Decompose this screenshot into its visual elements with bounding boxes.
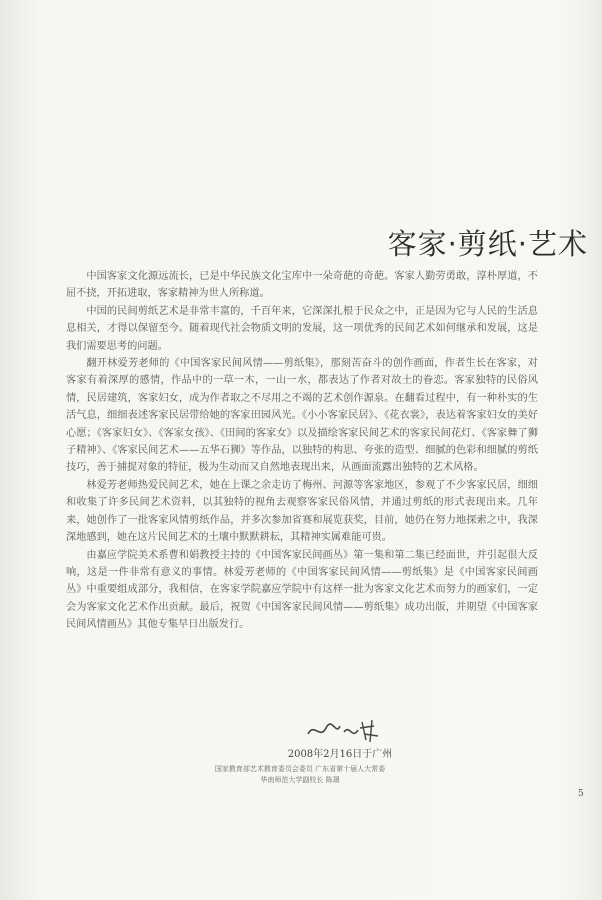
paragraph: 林爱芳老师热爱民间艺术，她在上课之余走访了梅州、河源等客家地区，参观了不少客家民居，细细和收集了许多民间艺术资料，以其独特的视角去观察客家民俗风情，并通过剪纸的形式表现出来。几年来，她创作了一批客家风情剪纸作品，并多次参加省赛和展览获奖，目前，她仍在努力地探索之中，我深深地感到，她在这片民间艺术的土壤中默默耕耘，其精神实属难能可贵。	[66, 479, 538, 544]
page-number: 5	[578, 789, 584, 799]
body-text	[66, 268, 538, 634]
handwritten-signature	[300, 714, 390, 746]
date-line: 2008年2月16日于广州	[287, 749, 393, 760]
credit-line: 国家教育部艺术教育委员会委员 广东省第十届人大常委	[214, 765, 386, 773]
paragraph: 中国的民间剪纸艺术是非常丰富的，千百年来，它深深扎根于民众之中，正是因为它与人民的生活息息相关，才得以保留至今。随着现代社会物质文明的发展，这一项优秀的民间艺术如何继承和发展，这是我们需要思考的问题。	[66, 305, 538, 352]
signature-icon	[300, 714, 390, 746]
paragraph: 翻开林爱芳老师的《中国客家民间风情——剪纸集》，那刻苦奋斗的创作画面，作者生长在客家，对客家有着深厚的感情，作品中的一草一木，一山一水，都表达了作者对故土的眷恋。客家独特的民俗风情，民居建筑，客家妇女，成为作者取之不尽用之不竭的艺术创作源泉。在翻看过程中，有一种朴实的生活气息，细细表述客家民居带给她的客家田园风光。《小小客家民居》、《花衣裳》，表达着客家妇女的美好心愿；《客家妇女》、《客家女孩》、《田间的客家女》以及描绘客家民间艺术的客家民间花灯、《客家舞了狮子精神》、《客家民间艺术——五华石狮》等作品，以独特的构思、夸张的造型、细腻的色彩和细腻的剪纸技巧，善于捕捉对象的特征，极为生动而又自然地表现出来，从画面流露出独特的艺术风格。	[66, 358, 538, 474]
credit-line: 华南师范大学副校长 陈璟	[260, 776, 340, 784]
page-title: 客家·剪纸·艺术	[387, 227, 588, 261]
paragraph: 由嘉应学院美术系曹和娟教授主持的《中国客家民间画丛》第一集和第二集已经面世，并引起很大反响，这是一件非常有意义的事情。林爱芳老师的《中国客家民间风情——剪纸集》是《中国客家民间画丛》中重要组成部分，我相信，在客家学院嘉应学院中有这样一批为客家文化艺术而努力的画家们，一定会为客家文化艺术作出贡献。最后，祝贺《中国客家民间风情——剪纸集》成功出版，并期望《中国客家民间风情画丛》其他专集早日出版发行。	[66, 549, 538, 631]
paragraph: 中国客家文化源远流长，已是中华民族文化宝库中一朵奇葩的奇葩。客家人勤劳勇敢，淳朴厚道，不屈不挠，开拓进取，客家精神为世人所称道。	[66, 271, 538, 300]
author-credit	[150, 764, 450, 786]
